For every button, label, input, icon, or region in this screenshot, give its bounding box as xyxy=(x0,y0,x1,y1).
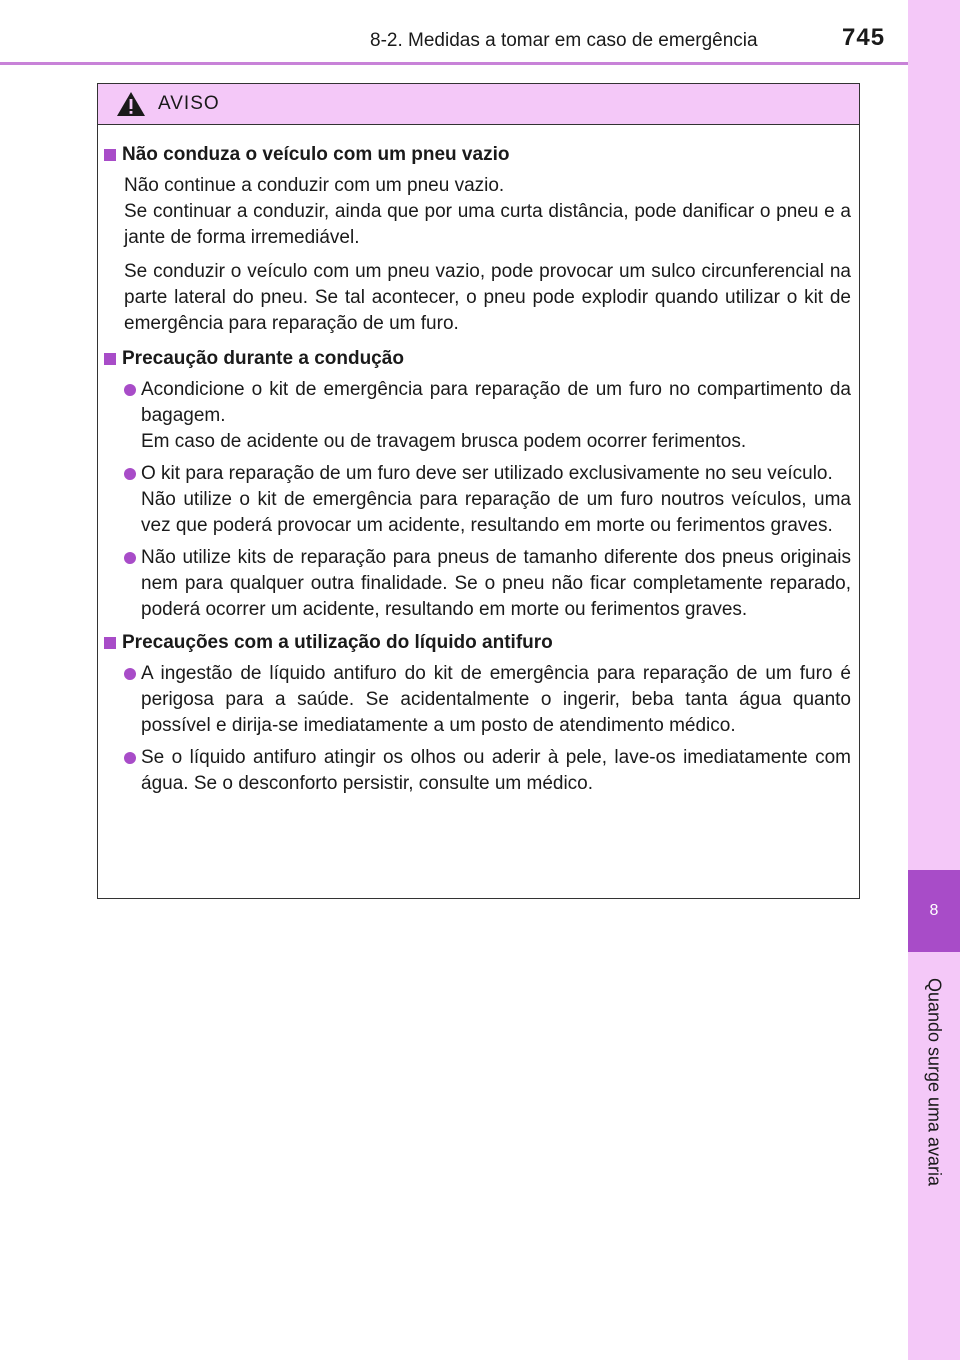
square-bullet-icon xyxy=(104,637,116,649)
list-item-text: Não utilize o kit de emergência para reparação de um furo noutros veículos, uma vez que poderá provocar um acidente, resultando em morte ou ferimentos graves. xyxy=(141,489,851,536)
warning-body xyxy=(98,125,859,797)
list-item xyxy=(104,745,851,797)
list-item-text: O kit para reparação de um furo deve ser utilizado exclusivamente no seu veículo. xyxy=(141,463,833,484)
section-heading-text: Precaução durante a condução xyxy=(122,348,404,369)
list-item-text: Não utilize kits de reparação para pneus de tamanho diferente dos pneus originais nem para qualquer outra finalidade. Se o pneu não ficar completamente reparado, poderá ocorrer um acidente, resultando em morte ou ferimentos graves. xyxy=(141,547,851,620)
circle-bullet-icon xyxy=(124,752,136,764)
section-heading xyxy=(104,345,851,373)
paragraph xyxy=(124,173,851,251)
circle-bullet-icon xyxy=(124,468,136,480)
header-divider xyxy=(0,62,908,65)
section-paragraphs xyxy=(104,173,851,337)
square-bullet-icon xyxy=(104,149,116,161)
section-heading xyxy=(104,629,851,657)
paragraph: Se conduzir o veículo com um pneu vazio, pode provocar um sulco circunferencial na parte lateral do pneu. Se tal acontecer, o pneu pode explodir quando utilizar o kit de emergência para reparação de um furo. xyxy=(124,261,851,334)
list-item xyxy=(104,545,851,623)
list-item-text: Acondicione o kit de emergência para reparação de um furo no compartimento da bagagem. xyxy=(141,379,851,426)
page-number: 745 xyxy=(842,24,886,51)
list-item xyxy=(104,461,851,539)
circle-bullet-icon xyxy=(124,552,136,564)
list-item xyxy=(104,661,851,739)
warning-label: AVISO xyxy=(158,93,220,114)
list-item-text: A ingestão de líquido antifuro do kit de emergência para reparação de um furo é perigosa para a saúde. Se acidentalmente o ingerir, beba tanta água quanto possível e dirija-se imediatamente a um posto de atendimento médico. xyxy=(141,663,851,736)
chapter-number: 8 xyxy=(929,902,939,919)
section-heading xyxy=(104,141,851,169)
page-header-title: 8-2. Medidas a tomar em caso de emergência xyxy=(370,30,758,51)
paragraph-line: Não continue a conduzir com um pneu vazio. xyxy=(124,175,505,196)
circle-bullet-icon xyxy=(124,384,136,396)
section-heading-text: Precauções com a utilização do líquido antifuro xyxy=(122,632,553,653)
warning-box xyxy=(97,83,860,899)
paragraph-line: Se continuar a conduzir, ainda que por uma curta distância, pode danificar o pneu e a jante de forma irremediável. xyxy=(124,201,851,248)
chapter-number-box xyxy=(908,870,960,952)
list-item-text: Se o líquido antifuro atingir os olhos ou aderir à pele, lave-os imediatamente com água. Se o desconforto persistir, consulte um médico. xyxy=(141,747,851,794)
section-heading-text: Não conduza o veículo com um pneu vazio xyxy=(122,144,510,165)
square-bullet-icon xyxy=(104,353,116,365)
list-item-text: Em caso de acidente ou de travagem brusca podem ocorrer ferimentos. xyxy=(141,431,747,452)
warning-triangle-icon xyxy=(116,91,146,117)
warning-header xyxy=(98,84,859,125)
chapter-side-label: Quando surge uma avaria xyxy=(924,977,945,1187)
list-item xyxy=(104,377,851,455)
circle-bullet-icon xyxy=(124,668,136,680)
